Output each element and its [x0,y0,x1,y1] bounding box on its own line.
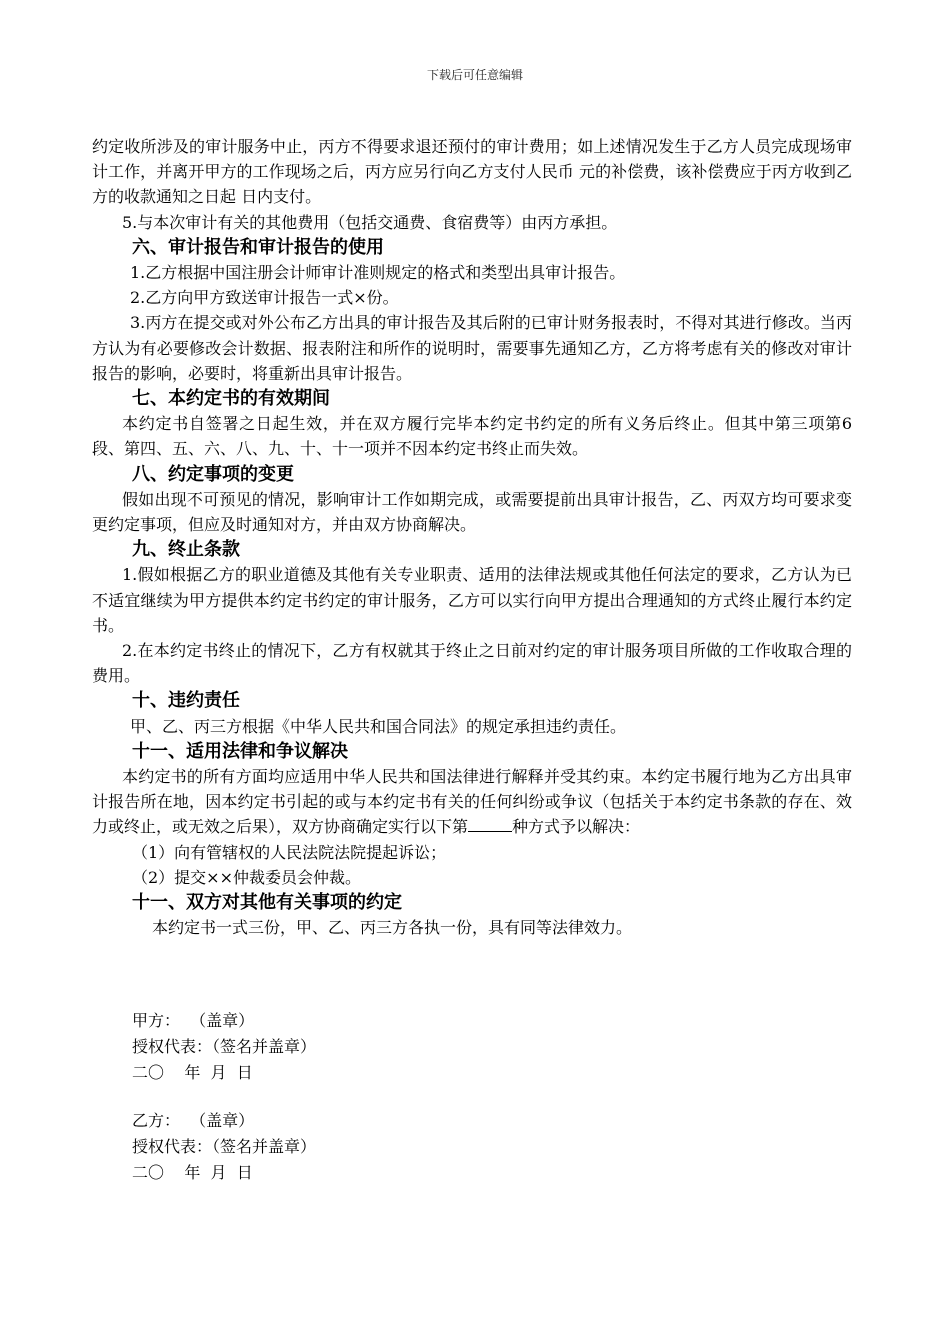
signature-a-date: 二〇 年 月 日 [132,1063,253,1082]
section-7-paragraph: 本约定书自签署之日起生效，并在双方履行完毕本约定书约定的所有义务后终止。但其中第三项第6段、第四、五、六、八、九、十、十一项并不因本约定书终止而失效。 [92,414,852,459]
signature-block-b [132,1108,316,1186]
section-10-title: 十、违约责任 [132,690,240,712]
signature-b-date: 二〇 年 月 日 [132,1163,253,1182]
section-11-option-2: （2）提交××仲裁委员会仲裁。 [132,867,361,887]
signature-a-party: 甲方： （盖章） [132,1011,255,1030]
section-6-item-2: 2.乙方向甲方致送审计报告一式×份。 [130,288,399,308]
section-8-paragraph: 假如出现不可预见的情况，影响审计工作如期完成，或需要提前出具审计报告，乙、丙双方均可要求变更约定事项，但应及时通知对方，并由双方协商解决。 [92,489,852,535]
section-9-item-2: 2.在本约定书终止的情况下，乙方有权就其于终止之日前对约定的审计服务项目所做的工作收取合理的费用。 [92,641,852,686]
section-11-paragraph [92,764,852,840]
section-9-title: 九、终止条款 [132,539,240,561]
section-11-title: 十一、适用法律和争议解决 [132,740,348,762]
section-6-item-1: 1.乙方根据中国注册会计师审计准则规定的格式和类型出具审计报告。 [130,263,626,283]
page-header: 下载后可任意编辑 [426,68,523,82]
continuation-paragraph: 约定收所涉及的审计服务中止，丙方不得要求退还预付的审计费用；如上述情况发生于乙方人员完成现场审计工作，并离开甲方的工作现场之后，丙方应另行向乙方支付人民币 元的补偿费，该补偿费应于丙方收到乙方的收款通知之日起 日内支付。 [92,137,852,207]
signature-b-rep: 授权代表：（签名并盖章） [132,1137,317,1156]
document-body [92,134,852,941]
blank-line [468,815,512,832]
item-5: 5.与本次审计有关的其他费用（包括交通费、食宿费等）由丙方承担。 [122,212,618,232]
signature-a-rep: 授权代表：（签名并盖章） [132,1037,317,1056]
section-12-title: 十一、双方对其他有关事项的约定 [132,892,402,914]
signature-block-a [132,1008,316,1086]
section-12-paragraph: 本约定书一式三份，甲、乙、丙三方各执一份，具有同等法律效力。 [152,918,633,938]
section-10-paragraph: 甲、乙、丙三方根据《中华人民共和国合同法》的规定承担违约责任。 [130,716,627,736]
section-11-option-1: （1）向有管辖权的人民法院法院提起诉讼； [132,842,447,862]
section-7-title: 七、本约定书的有效期间 [132,388,330,410]
section-6-item-3: 3.丙方在提交或对外公布乙方出具的审计报告及其后附的已审计财务报表时，不得对其进行修改。当丙方认为有必要修改会计数据、报表附注和所作的说明时，需要事先通知乙方，乙方将考虑有关的修改对审计报告的影响，必要时，将重新出具审计报告。 [92,313,852,383]
signature-b-party: 乙方： （盖章） [132,1111,255,1130]
section-8-title: 八、约定事项的变更 [132,463,294,485]
section-6-title: 六、审计报告和审计报告的使用 [132,236,384,258]
section-11-text: 本约定书的所有方面均应适用中华人民共和国法律进行解释并受其约束。本约定书履行地为乙方出具审计报告所在地，因本约定书引起的或与本约定书有关的任何纠纷或争议（包括关于本约定书条款的存在、效力或终止，或无效之后果），双方协商确定实行以下第 [92,767,852,837]
section-11-text-tail: 种方式予以解决： [512,817,641,837]
section-9-item-1: 1.假如根据乙方的职业道德及其他有关专业职责、适用的法律法规或其他任何法定的要求，乙方认为已不适宜继续为甲方提供本约定书约定的审计服务，乙方可以实行向甲方提出合理通知的方式终止履行本约定书。 [92,565,852,635]
